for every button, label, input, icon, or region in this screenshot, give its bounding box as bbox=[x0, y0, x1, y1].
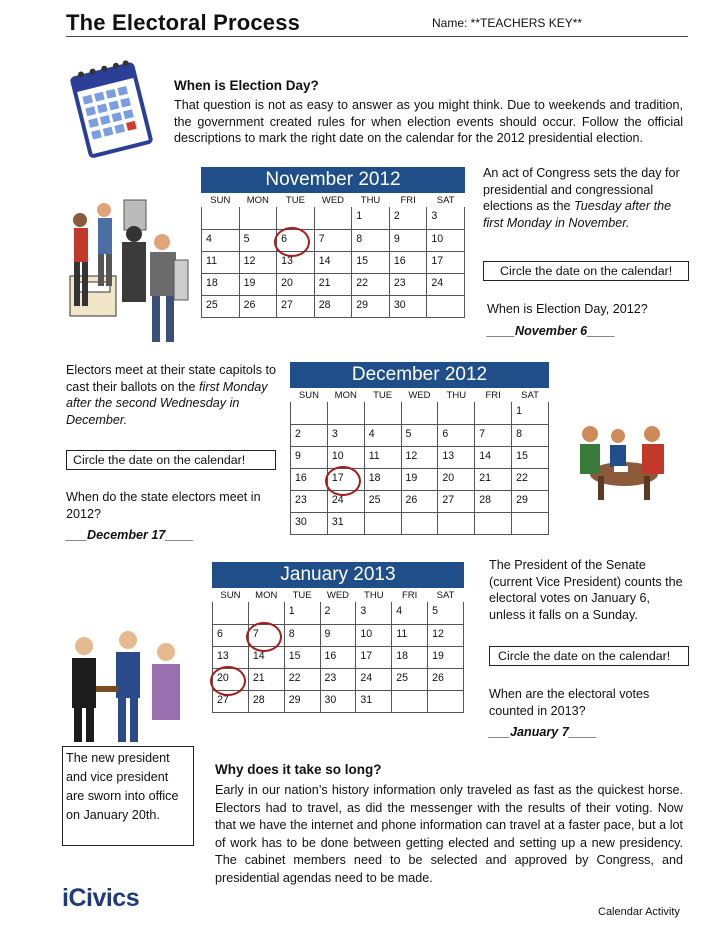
day-of-week-header: SUN bbox=[298, 390, 319, 401]
calendar-week-row bbox=[202, 295, 465, 317]
calendar-empty-cell bbox=[427, 295, 465, 317]
calendar-day-cell[interactable]: 7 bbox=[475, 424, 512, 446]
calendar-day-cell[interactable]: 14 bbox=[248, 646, 284, 668]
calendar-day-cell[interactable]: 14 bbox=[314, 251, 352, 273]
calendar-day-cell[interactable]: 22 bbox=[284, 668, 320, 690]
calendar-day-cell[interactable]: 2 bbox=[389, 207, 427, 229]
calendar-empty-cell bbox=[239, 207, 277, 229]
calendar-day-cell[interactable]: 9 bbox=[389, 229, 427, 251]
calendar-day-cell[interactable]: 21 bbox=[248, 668, 284, 690]
calendar-day-cell[interactable]: 19 bbox=[401, 468, 438, 490]
calendar-day-cell[interactable]: 24 bbox=[327, 490, 364, 512]
dec-answer: ___December 17____ bbox=[66, 528, 194, 542]
calendar-day-cell[interactable]: 13 bbox=[213, 646, 249, 668]
calendar-day-cell[interactable]: 17 bbox=[356, 646, 392, 668]
calendar-day-cell[interactable]: 29 bbox=[284, 690, 320, 712]
calendar-week-row bbox=[213, 624, 464, 646]
calendar-empty-cell bbox=[364, 402, 401, 424]
page-title: The Electoral Process bbox=[66, 10, 301, 35]
calendar-day-cell[interactable]: 10 bbox=[356, 624, 392, 646]
day-of-week-header: MON bbox=[255, 590, 278, 601]
jan-question: When are the electoral votes counted in 2013? bbox=[489, 687, 650, 718]
calendar-day-cell[interactable]: 18 bbox=[392, 646, 428, 668]
calendar-day-cell[interactable]: 3 bbox=[327, 424, 364, 446]
day-of-week-header: MON bbox=[334, 390, 357, 401]
footer-label: Calendar Activity bbox=[598, 906, 680, 918]
calendar-day-cell[interactable]: 1 bbox=[512, 402, 549, 424]
nov-rule-text bbox=[483, 165, 688, 231]
calendar-day-cell[interactable]: 6 bbox=[213, 624, 249, 646]
calendar-day-cell[interactable]: 11 bbox=[202, 251, 240, 273]
calendar-day-cell[interactable]: 18 bbox=[364, 468, 401, 490]
day-of-week-header: THU bbox=[446, 390, 467, 401]
calendar-day-cell[interactable]: 6 bbox=[277, 229, 315, 251]
day-of-week-header: THU bbox=[360, 195, 381, 206]
calendar-day-cell[interactable]: 20 bbox=[213, 668, 249, 690]
calendar-day-cell[interactable]: 28 bbox=[314, 295, 352, 317]
calendar-day-cell[interactable]: 5 bbox=[401, 424, 438, 446]
calendar-day-cell[interactable]: 11 bbox=[392, 624, 428, 646]
calendar-day-cell[interactable]: 15 bbox=[352, 251, 390, 273]
calendar-day-cell[interactable]: 10 bbox=[427, 229, 465, 251]
calendar-day-cell[interactable]: 19 bbox=[428, 646, 464, 668]
calendar-day-cell[interactable]: 10 bbox=[327, 446, 364, 468]
day-of-week-header: WED bbox=[326, 590, 350, 601]
calendar-week-row bbox=[291, 446, 549, 468]
calendar-day-cell[interactable]: 5 bbox=[428, 602, 464, 624]
calendar-day-cell[interactable]: 14 bbox=[475, 446, 512, 468]
calendar-week-row bbox=[202, 229, 465, 251]
calendar-day-cell[interactable]: 27 bbox=[277, 295, 315, 317]
calendar-day-cell[interactable]: 3 bbox=[356, 602, 392, 624]
calendar-week-row bbox=[202, 251, 465, 273]
dec-rule-text bbox=[66, 362, 276, 428]
calendar-day-cell[interactable]: 17 bbox=[427, 251, 465, 273]
calendar-empty-cell bbox=[428, 690, 464, 712]
calendar-day-cell[interactable]: 1 bbox=[284, 602, 320, 624]
calendar-day-cell[interactable]: 22 bbox=[352, 273, 390, 295]
calendar-title: January 2013 bbox=[212, 562, 464, 588]
calendar-day-cell[interactable]: 28 bbox=[475, 490, 512, 512]
calendar-day-cell[interactable]: 3 bbox=[427, 207, 465, 229]
calendar-week-row bbox=[213, 646, 464, 668]
calendar-day-cell[interactable]: 29 bbox=[512, 490, 549, 512]
calendar-day-cell[interactable]: 25 bbox=[364, 490, 401, 512]
jan-rule-text: The President of the Senate (current Vice President) counts the electoral votes on January 6, unless it falls on a Sunday. bbox=[489, 558, 683, 622]
calendar-day-cell[interactable]: 12 bbox=[401, 446, 438, 468]
day-of-week-header: SUN bbox=[220, 590, 241, 601]
calendar-title: December 2012 bbox=[290, 362, 549, 388]
calendar-empty-cell bbox=[475, 402, 512, 424]
calendar-week-row bbox=[291, 468, 549, 490]
electors-meeting-clipart-icon bbox=[568, 418, 672, 502]
calendar-empty-cell bbox=[213, 602, 249, 624]
calendar-empty-cell bbox=[475, 512, 512, 534]
calendar-day-cell[interactable]: 26 bbox=[239, 295, 277, 317]
calendar-december bbox=[290, 362, 549, 535]
calendar-day-cell[interactable]: 9 bbox=[291, 446, 328, 468]
calendar-day-cell[interactable]: 31 bbox=[356, 690, 392, 712]
calendar-day-cell[interactable]: 21 bbox=[314, 273, 352, 295]
calendar-title: November 2012 bbox=[201, 167, 465, 193]
calendar-day-cell[interactable]: 1 bbox=[352, 207, 390, 229]
calendar-week-row bbox=[291, 402, 549, 424]
calendar-day-cell[interactable]: 16 bbox=[320, 646, 356, 668]
calendar-day-cell[interactable]: 4 bbox=[392, 602, 428, 624]
calendar-day-cell[interactable]: 24 bbox=[427, 273, 465, 295]
calendar-day-cell[interactable]: 5 bbox=[239, 229, 277, 251]
nov-rule-text-a: An act of Congress sets the day for presidential and congressional elections as the bbox=[483, 166, 680, 214]
calendar-empty-cell bbox=[327, 402, 364, 424]
calendar-day-cell[interactable]: 18 bbox=[202, 273, 240, 295]
calendar-day-cell[interactable]: 4 bbox=[202, 229, 240, 251]
calendar-empty-cell bbox=[438, 512, 475, 534]
day-of-week-header: FRI bbox=[400, 195, 416, 206]
day-of-week-header: FRI bbox=[401, 590, 418, 601]
calendar-day-cell[interactable]: 17 bbox=[327, 468, 364, 490]
calendar-day-cell[interactable]: 7 bbox=[314, 229, 352, 251]
calendar-empty-cell bbox=[314, 207, 352, 229]
calendar-empty-cell bbox=[512, 512, 549, 534]
calendar-empty-cell bbox=[248, 602, 284, 624]
calendar-january bbox=[212, 562, 464, 713]
header-rule bbox=[66, 36, 688, 37]
nov-answer: ____November 6____ bbox=[487, 324, 616, 338]
intro-heading: When is Election Day? bbox=[174, 78, 319, 93]
calendar-day-cell[interactable]: 20 bbox=[277, 273, 315, 295]
calendar-week-row bbox=[213, 602, 464, 624]
calendar-day-cell[interactable]: 4 bbox=[364, 424, 401, 446]
calendar-day-cell[interactable]: 20 bbox=[438, 468, 475, 490]
calendar-day-cell[interactable]: 27 bbox=[438, 490, 475, 512]
calendar-week-row bbox=[202, 273, 465, 295]
calendar-day-cell[interactable]: 24 bbox=[356, 668, 392, 690]
calendar-november bbox=[201, 167, 465, 318]
day-of-week-header: SAT bbox=[436, 195, 455, 206]
day-of-week-header: MON bbox=[246, 195, 269, 206]
calendar-day-cell[interactable]: 21 bbox=[475, 468, 512, 490]
nov-rule-text-b: Tuesday after the first Monday in November. bbox=[483, 199, 672, 230]
dec-rule-text-b: first Monday after the second Wednesday in December. bbox=[66, 379, 268, 427]
calendar-day-cell[interactable]: 16 bbox=[389, 251, 427, 273]
calendar-day-cell[interactable]: 15 bbox=[512, 446, 549, 468]
calendar-day-cell[interactable]: 6 bbox=[438, 424, 475, 446]
calendar-day-cell[interactable]: 7 bbox=[248, 624, 284, 646]
calendar-empty-cell bbox=[202, 207, 240, 229]
calendar-empty-cell bbox=[401, 512, 438, 534]
calendar-day-cell[interactable]: 23 bbox=[291, 490, 328, 512]
calendar-day-cell[interactable]: 25 bbox=[202, 295, 240, 317]
calendar-week-row bbox=[291, 512, 549, 534]
calendar-day-cell[interactable]: 15 bbox=[284, 646, 320, 668]
calendar-empty-cell bbox=[392, 690, 428, 712]
calendar-day-cell[interactable]: 13 bbox=[277, 251, 315, 273]
calendar-grid bbox=[212, 588, 464, 713]
dec-rule-text-a: Electors meet at their state capitols to cast their ballots on the bbox=[66, 363, 276, 394]
calendar-empty-cell bbox=[364, 512, 401, 534]
calendar-grid bbox=[201, 193, 465, 318]
swearing-in-clipart-icon bbox=[66, 628, 194, 744]
calendar-day-cell[interactable]: 22 bbox=[512, 468, 549, 490]
day-of-week-header: SUN bbox=[210, 195, 231, 206]
day-of-week-header: TUE bbox=[285, 195, 305, 206]
day-of-week-header: FRI bbox=[485, 390, 501, 401]
calendar-day-cell[interactable]: 26 bbox=[428, 668, 464, 690]
calendar-day-cell[interactable]: 19 bbox=[239, 273, 277, 295]
calendar-grid bbox=[290, 388, 549, 535]
calendar-day-cell[interactable]: 23 bbox=[389, 273, 427, 295]
day-of-week-header: WED bbox=[321, 195, 345, 206]
calendar-day-cell[interactable]: 25 bbox=[392, 668, 428, 690]
calendar-day-cell[interactable]: 8 bbox=[284, 624, 320, 646]
calendar-clipart-icon bbox=[70, 56, 154, 160]
calendar-day-cell[interactable]: 29 bbox=[352, 295, 390, 317]
calendar-day-cell[interactable]: 26 bbox=[401, 490, 438, 512]
calendar-day-cell[interactable]: 8 bbox=[352, 229, 390, 251]
why-heading: Why does it take so long? bbox=[215, 762, 382, 777]
calendar-day-cell[interactable]: 8 bbox=[512, 424, 549, 446]
name-line: Name: **TEACHERS KEY** bbox=[432, 16, 583, 30]
jan-circle-prompt: Circle the date on the calendar! bbox=[489, 646, 689, 666]
calendar-day-cell[interactable]: 11 bbox=[364, 446, 401, 468]
inauguration-text: The new president and vice president are sworn into office on January 20th. bbox=[66, 751, 179, 822]
calendar-day-cell[interactable]: 13 bbox=[438, 446, 475, 468]
dec-circle-prompt: Circle the date on the calendar! bbox=[66, 450, 276, 470]
calendar-day-cell[interactable]: 2 bbox=[320, 602, 356, 624]
calendar-week-row bbox=[291, 424, 549, 446]
calendar-week-row bbox=[213, 690, 464, 712]
calendar-day-cell[interactable]: 23 bbox=[320, 668, 356, 690]
why-text: Early in our nation’s history information only traveled as fast as the quickest horse. Electors had to travel, as did the messenger with the results of their voting. Now that we have the internet and phone information can travel at a faster pace, but a lot of work has to be done between getting elected and setting up a new presidency. The cabinet members need to be selected and approved by Congress, and presidential agendas need to be made. bbox=[215, 783, 683, 885]
calendar-day-cell[interactable]: 31 bbox=[327, 512, 364, 534]
icivics-logo: iCivics bbox=[62, 884, 140, 912]
voters-clipart-icon bbox=[66, 190, 196, 348]
calendar-day-cell[interactable]: 12 bbox=[239, 251, 277, 273]
day-of-week-header: SAT bbox=[436, 590, 455, 601]
calendar-day-cell[interactable]: 9 bbox=[320, 624, 356, 646]
calendar-empty-cell bbox=[401, 402, 438, 424]
dec-question: When do the state electors meet in 2012? bbox=[66, 490, 261, 521]
calendar-day-cell[interactable]: 2 bbox=[291, 424, 328, 446]
day-of-week-header: WED bbox=[408, 390, 431, 401]
jan-answer: ___January 7____ bbox=[489, 725, 597, 739]
calendar-empty-cell bbox=[291, 402, 328, 424]
day-of-week-header: TUE bbox=[292, 590, 312, 601]
day-of-week-header: TUE bbox=[373, 390, 393, 401]
nov-question: When is Election Day, 2012? bbox=[487, 302, 648, 316]
calendar-empty-cell bbox=[277, 207, 315, 229]
calendar-day-cell[interactable]: 16 bbox=[291, 468, 328, 490]
calendar-week-row bbox=[202, 207, 465, 229]
calendar-day-cell[interactable]: 30 bbox=[291, 512, 328, 534]
calendar-week-row bbox=[291, 490, 549, 512]
day-of-week-header: SAT bbox=[521, 390, 539, 401]
calendar-empty-cell bbox=[438, 402, 475, 424]
calendar-day-cell[interactable]: 30 bbox=[389, 295, 427, 317]
day-of-week-header: THU bbox=[364, 590, 384, 601]
nov-circle-prompt: Circle the date on the calendar! bbox=[483, 261, 689, 281]
calendar-week-row bbox=[213, 668, 464, 690]
calendar-day-cell[interactable]: 30 bbox=[320, 690, 356, 712]
calendar-day-cell[interactable]: 27 bbox=[213, 690, 249, 712]
calendar-day-cell[interactable]: 28 bbox=[248, 690, 284, 712]
intro-text: That question is not as easy to answer as you might think. Due to weekends and tradition, the government created rules for when election events should occur. Follow the official descriptions to mark the right date on the calendar for the 2012 presidential election. bbox=[174, 98, 683, 146]
calendar-day-cell[interactable]: 12 bbox=[428, 624, 464, 646]
